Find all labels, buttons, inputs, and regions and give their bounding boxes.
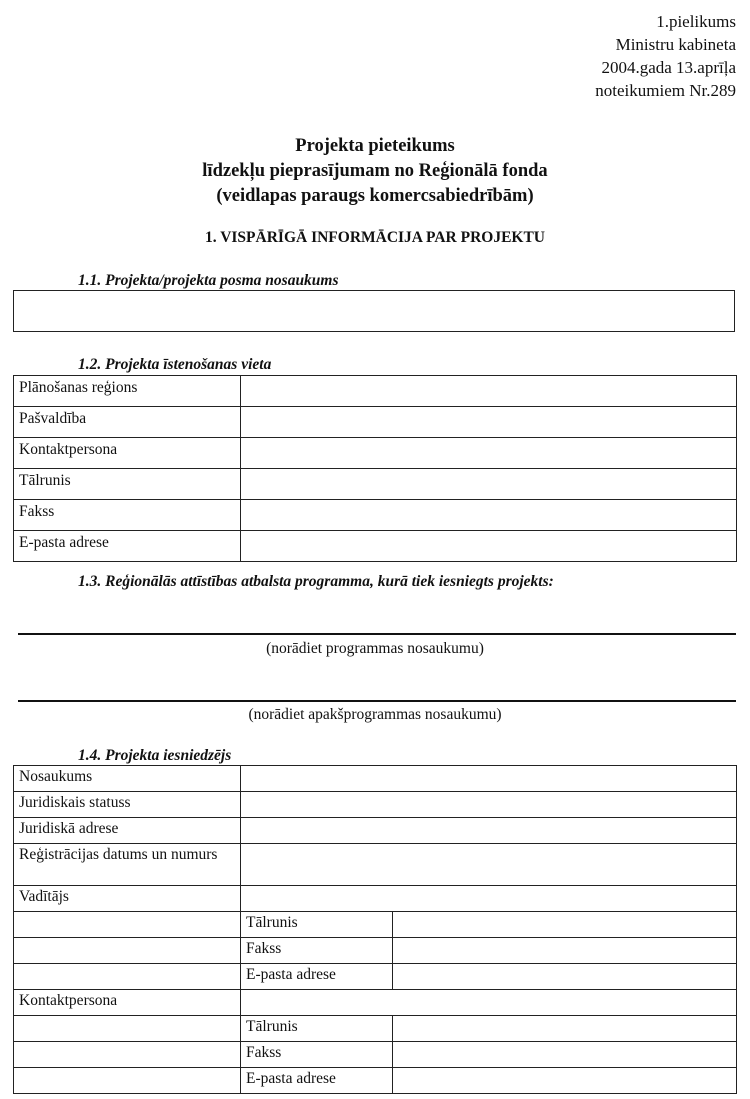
empty-cell: [14, 912, 241, 938]
applicant-table: [13, 765, 737, 1094]
contact-email-field[interactable]: [393, 1068, 737, 1094]
title-line: (veidlapas paraugs komercsabiedrībām): [216, 186, 534, 206]
registration-field[interactable]: [241, 844, 737, 886]
row-label: Nosaukums: [14, 766, 241, 792]
legal-status-field[interactable]: [241, 792, 737, 818]
empty-cell: [14, 938, 241, 964]
section-1-3-title: 1.3. Reģionālās attīstības atbalsta programma, kurā tiek iesniegts projekts:: [78, 573, 554, 590]
contact-person-field[interactable]: [241, 438, 737, 469]
empty-cell: [14, 1068, 241, 1094]
row-sublabel: Tālrunis: [241, 912, 393, 938]
manager-email-field[interactable]: [393, 964, 737, 990]
section-1-2-title: 1.2. Projekta īstenošanas vieta: [78, 356, 272, 373]
table-row: [14, 938, 737, 964]
manager-field[interactable]: [241, 886, 737, 912]
program-name-line[interactable]: [18, 633, 736, 635]
program-caption: (norādiet programmas nosaukumu): [266, 640, 484, 657]
row-label: E-pasta adrese: [14, 531, 241, 562]
row-sublabel: E-pasta adrese: [241, 1068, 393, 1094]
email-field[interactable]: [241, 531, 737, 562]
manager-fax-field[interactable]: [393, 938, 737, 964]
title-line: līdzekļu pieprasījumam no Reģionālā fonda: [202, 161, 548, 181]
empty-cell: [14, 1016, 241, 1042]
table-row: [14, 990, 737, 1016]
table-row: [14, 844, 737, 886]
contact-phone-field[interactable]: [393, 1016, 737, 1042]
table-row: [14, 912, 737, 938]
table-row: [14, 1042, 737, 1068]
contact-person-name-field[interactable]: [241, 990, 737, 1016]
section-1-1-title: 1.1. Projekta/projekta posma nosaukums: [78, 272, 339, 289]
row-sublabel: Fakss: [241, 938, 393, 964]
table-row: [14, 407, 737, 438]
table-row: [14, 1068, 737, 1094]
row-label: Juridiskā adrese: [14, 818, 241, 844]
manager-phone-field[interactable]: [393, 912, 737, 938]
empty-cell: [14, 1042, 241, 1068]
header-line: Ministru kabineta: [615, 35, 736, 54]
project-name-field[interactable]: [13, 290, 735, 332]
header-line: 1.pielikums: [656, 12, 736, 31]
subprogram-name-line[interactable]: [18, 700, 736, 702]
applicant-name-field[interactable]: [241, 766, 737, 792]
table-row: [14, 438, 737, 469]
phone-field[interactable]: [241, 469, 737, 500]
subprogram-caption: (norādiet apakšprogrammas nosaukumu): [248, 706, 502, 723]
row-label: Kontaktpersona: [14, 438, 241, 469]
empty-cell: [14, 964, 241, 990]
row-label: Pašvaldība: [14, 407, 241, 438]
project-location-table: [13, 375, 737, 562]
title-line: Projekta pieteikums: [295, 136, 455, 156]
planning-region-field[interactable]: [241, 376, 737, 407]
row-label: Plānošanas reģions: [14, 376, 241, 407]
table-row: [14, 531, 737, 562]
row-label: Tālrunis: [14, 469, 241, 500]
row-label: Kontaktpersona: [14, 990, 241, 1016]
legal-address-field[interactable]: [241, 818, 737, 844]
table-row: [14, 964, 737, 990]
row-label: Fakss: [14, 500, 241, 531]
municipality-field[interactable]: [241, 407, 737, 438]
table-row: [14, 1016, 737, 1042]
header-line: 2004.gada 13.aprīļa: [601, 58, 736, 77]
row-label: Vadītājs: [14, 886, 241, 912]
row-sublabel: E-pasta adrese: [241, 964, 393, 990]
table-row: [14, 766, 737, 792]
document-header: [595, 10, 736, 102]
document-title: [0, 134, 750, 209]
fax-field[interactable]: [241, 500, 737, 531]
row-label: Juridiskais statuss: [14, 792, 241, 818]
section-1-title: 1. VISPĀRĪGĀ INFORMĀCIJA PAR PROJEKTU: [204, 229, 545, 246]
section-1-4-title: 1.4. Projekta iesniedzējs: [78, 747, 232, 764]
row-sublabel: Tālrunis: [241, 1016, 393, 1042]
table-row: [14, 818, 737, 844]
row-label: Reģistrācijas datums un numurs: [14, 844, 241, 886]
table-row: [14, 792, 737, 818]
table-row: [14, 376, 737, 407]
table-row: [14, 469, 737, 500]
header-line: noteikumiem Nr.289: [595, 81, 736, 100]
table-row: [14, 500, 737, 531]
row-sublabel: Fakss: [241, 1042, 393, 1068]
contact-fax-field[interactable]: [393, 1042, 737, 1068]
table-row: [14, 886, 737, 912]
